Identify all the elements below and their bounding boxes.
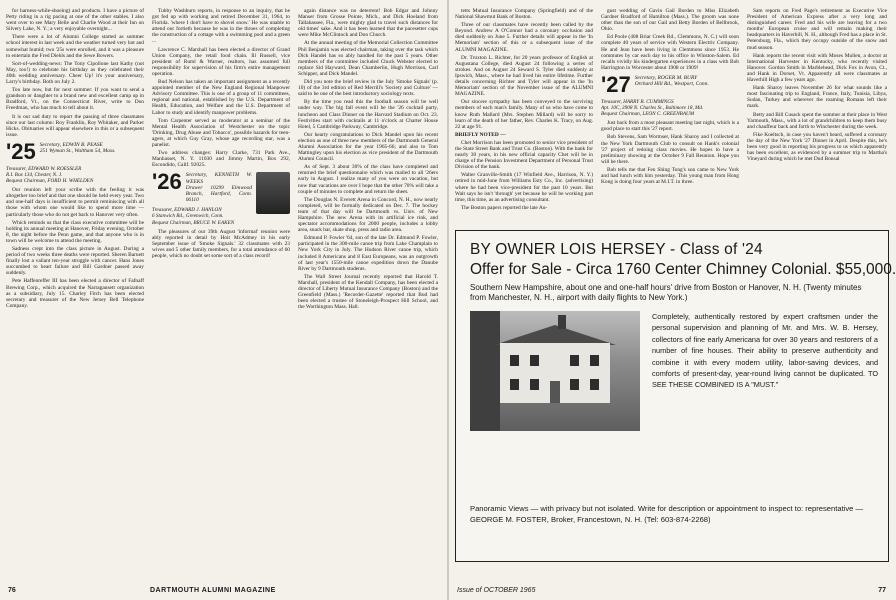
column-paragraph: As of Sept. 3 about 30% of the class have completed and returned the brief questionnaire which was mailed to all '26ers early in August. I realize many of you were on vacation, but now that vacations are over I hope that the other 70% will take a couple of minutes to complete and return the sheet. [298,164,438,195]
column-paragraph: Two address changes: Harry Clarke, 731 Park Ave., Manhasset, N. Y. 11030 and Jimmy Martin, Box 292, Escondido, Calif. 92025. [152,150,290,169]
treasurer-address: 6 Stanwich Rd., Greenwich, Conn. [152,213,224,220]
column-paragraph: again distance was no deterrent! Bob Edgar and Johnny Manser from Grosse Pointe, Mich., and Dick Hoeland from Tallahassee, Fla., were mighty glad to travel such distances for old times' sake. And it has been learned that the pacesetter cups were Mike McClintock and Don Church. [298,8,438,39]
left-column-3 [298,8,438,568]
left-column-1 [6,8,144,568]
column-paragraph: At the annual meeting of the Memorial Collection Committee Phil Benjamin was elected chairman, taking over the task which Dick Handel has so ably handled for the past 5 years. Other members of the committee included Chuck Webster elected to replace Sid Hayward, Dean Chamberlin, Hugh Morrison, Carl Schipper, and Dick Mandel. [298,40,438,77]
column-paragraph: There were a lot of Alumni College started as summer school interest in last week and the weather turned very hot and somewhat humid; two '25s were enrolled, and it was a pleasure to entertain the Fred Diehls and the Sewe Bowers. [6,34,144,59]
treasurer-address: R.I. Box 134, Chester, N. J. [6,171,63,178]
left-page [0,0,447,600]
class-25-heading [6,138,144,164]
class-treasurer: Treasurer, HARRY B. CUMMINGS [601,98,674,105]
column-paragraph: Fike Koeltsch, in case you haven't heard, suffered a coronary the day of the New York '27 Dinner in April. Despite this, he's been very good in reporting his progress to us which apparently has been excellent, as evidenced by a summer trip to Martha's Vineyard during which he met Dud Bonsal [747,131,887,163]
house-photo [470,311,640,431]
column-paragraph: The pleasures of our 39th August 'informal' reunion were ably reported in detail by Hoit McAdmey in his early September issue of 'Smoke Signals.' 32 classmates with 23 wives and 5 other family members, for a total attendance of 60 people, which no doubt set some sort of a class record! [152,228,290,260]
ad-description: Completely, authentically restored by expert craftsmen under the personal supervision and planning of Mr. and Mrs. W. B. Hersey, collectors of fine early Americana for over 30 years and restorers of a number of fine houses. Their ability to preserve authenticity and combine it with every modern utility, labor-saving devices, and comforts of present-day, year-round living cannot be duplicated. TO SEE THESE COMBINED IS A "MUST." [652,312,878,390]
column-paragraph: By the time you read this the football season will be well under way. The big fall event will be the '26 cocktail party, luncheon and Class Dinner on the Harvard Stadium on Oct. 23. Festivities start with cocktails at 11 o'clock at Charter House Hotel, 5 Cambridge Parkway, Cambridge. [298,99,438,130]
column-paragraph: Bud Nelson has taken an important assignment as a recently appointed member of the New England Regional Manpower Advisory Committee. This is one of a group of 11 committees, regional and national, established by the U.S. Department of Health, Education, and Welfare and the U.S. Department of Labor to study and identify manpower problems. [152,79,290,116]
column-paragraph: Hank Sharoy leaves November 26 for what sounds like a most fascinating trip to England, France, Italy, Tunisia, Libya, Sudan, Turkey and wherever the roaming Romans left their mark. [747,85,887,110]
column-paragraph: tetts Mutual Insurance Company (Springfield) and of the National Shawmut Bank of Boston. [455,8,593,21]
column-paragraph: The Douglas N. Everett Arena in Concord, N. H., now nearly completed, will be formally dedicated on Dec. 7. The hockey team of that day will be Dartmouth vs. Univ. of New Hampshire. The new Arena with its artificial ice rink, and spectator accommodations for 2000 people, includes a lobby area, snack bar, skate shop, press and radio area. [298,196,438,234]
column-paragraph: Which reminds us that the class executive committee will be holding its annual meeting at Hanover, Friday evening, October 8, the night before the Penn game, and that anyone who is in town will be welcome to attend the meeting. [6,219,144,244]
column-paragraph: Bob Stevens, Sam Wormser, Hank Sharoy and I collected at the New York Dartmouth Club to consult on Hank's colonial '27 project of redoing class movies. He hopes to have a preliminary showing at the October 9 Fall Reunion. Hope you will be there. [601,134,739,165]
treasurer-address: Apt. 10C, 3908 N. Charles St., Baltimore 18, Md. [601,105,704,112]
column-paragraph: Pete Haffenreffer III has been elected a director of Fafnaff Brewing Corp., which acquired the Narragansett organization as a subsidiary, July 15. Charley Fitch has been elected secretary and treasurer of the New Jersey Bell Telephone Company. [6,278,144,309]
class-secretary: Secretary, EDWIN B. PEASE [39,141,103,148]
briefly-noted-heading: BRIEFLY NOTED — [455,131,506,138]
right-column-3 [747,8,887,226]
class-year: '25 [6,138,36,164]
right-column-1 [455,8,593,226]
right-column-2 [601,8,739,226]
ad-headline: BY OWNER LOIS HERSEY - Class of '24 [470,241,763,258]
class-address: 251 Wyman St., Waltham 54, Mass. [39,148,116,155]
ad-offer-line: Offer for Sale - Circa 1760 Center Chimney Colonial. $55,000. [470,261,896,278]
page-number: 76 [8,587,16,594]
class-address: Orchard Hill Rd., Westport, Conn. [634,81,709,88]
class-secretary: Secretary, KENNETH W. WEEKS [185,172,252,185]
left-column-2 [152,8,290,568]
column-paragraph: Our hearty congratulations to Dick Mandel upon his recent election as one of three new members of the Dartmouth General Alumni Association for the year 1965-66; and also to Tom Mattingley upon his election as vice president of the Dartmouth Alumni Council. [298,131,438,163]
class-27-heading [601,71,739,97]
column-paragraph: Hank reports the recent visit with Moses Mullen, a doctor at International Harvester in Kentucky, who recently visited Hanover. Gordon Smith in Marblehead, Dick Fox in Avon, Ct., and Hank in Dorset, Vt. Apparently all were classmates at Haverhill High a few years ago. [747,52,887,84]
class-secretary: Secretary, ROGER M. BURY [634,74,698,81]
column-paragraph: Sadness crept into the class picture in August. During a period of two weeks three deaths were reported. Sheren Barnett finally lost a valiant ten-year struggle with cancer. Hans Jones succumbed to heart failure and Bill Gardner passed away suddenly. [6,246,144,277]
ad-contact: Panoramic Views — with privacy but not isolated. Write for description or appointment to inspect to: representative — GEORGE M. FOSTER, Broker, Francestown, N. H. (Tel: 603-874-2268) [470,504,864,524]
class-treasurer: Treasurer, EDWARD J. HANLON [152,207,222,214]
column-paragraph: Sort-of-wedding-news: The Tony Cipollone last Kathy (not May, too!) to celebrate his birthday as they celebrated their 40th wedding anniversary. Cheer Up! it's your anniversary, Larry's birthday. Both on July 2. [6,60,144,86]
bequest-chairman: Bequest Chairman, LEON C. GREENBAUM [601,111,695,118]
magazine-name: DARTMOUTH ALUMNI MAGAZINE [150,587,276,594]
bequest-chairman: Bequest Chairman, FORD H. WHELDEN [6,178,94,185]
bequest-chairman: Bequest Chairman, BRUCE W. EAKEN [152,219,235,226]
column-paragraph: Tubby Washburn reports, in response to an inquiry, that he got fed up with working and retired December 31, 1964, to Florida. 'where I don't have to shovel snow.' He was unable to attend our fortieth because he was in the throes of completing the construction of a cottage with a swimming pool and a green ... [152,8,290,45]
right-page [449,0,896,600]
column-paragraph: Our sincere sympathy has been conveyed to the surviving members of each man's family. Many of us who have come to know Ruth Mallard (Mrs. Stephen Millard) will be sorry to learn of the death of her father, Rev. Charles K. Tracy, on Aug. 22 at age 91. [455,99,593,130]
column-paragraph: Tom Carpenter served as moderator at a seminar of the Mental Health Association of Westchester on the topic 'Drinking, Drug Abuse and Tobacco', possible hazards for teen-agers, at which Guy Gray, whose age recording star, was a panelist. [152,117,290,148]
column-paragraph: Dr. Truxton L. Richter, for 20 years professor of English at Augustana College, died August 24 following a series of strokes. And on August 24 Seward S. Tyler died suddenly at Ipswich, Mass., where he had lived his entire lifetime. Further details concerning Richter and Tyler will appear in the 'In Memoriam' section of the November issue of the ALUMNI MAGAZINE. [455,54,593,98]
column-paragraph: Lawrence C. Marshall has been elected a director of Grand Union Company, the retail food chain. Ill Russell, vice president of Ruml & Warner, realtors, has assumed full responsibility for supervision of his firm's entire management operation. [152,46,290,77]
issue-date: Issue of OCTOBER 1965 [457,587,536,594]
column-paragraph: Just back from a most pleasant meeting last night, which is a good place to start this '27 report. [601,120,739,133]
column-paragraph: Did you note the brief review in the July 'Smoke Signals' (p. 10) of the 3rd edition of Red Merrill's 'Society and Culture' — said to be one of the best introductory sociology texts. [298,79,438,98]
column-paragraph: Ed Poole (408 Briar Creek Rd., Clemmons, N. C.) will soon complete 40 years of service with Western Electric Company. He and Jean have been living in Clemmons since 1953. He commutes by car each day to his office in Winston-Salem. Ed recalls vividly his kindergarten experiences in a class with Bob Harrington in Worcester about 1908 or 1909! [601,34,739,71]
column-paragraph: gust wedding of Gavin Gail Borden to Miss Elizabeth Gardner Bradford of Hamilton (Mass.). The groom was none other than the son of our Gail and Betty Borden of Bellbrook, Ohio. [601,8,739,33]
column-paragraph: The Boston papers reported the late Au- [461,204,548,211]
column-paragraph: The Wall Street Journal recently reported that Harold T. Marshall, president of the Kendall Company, has been elected a director of Liberty Mutual Insurance Company (Boston) and the Greenfield (Mass.) 'Recorder-Gazette' reported that Bud had been elected a trustee of Stoneleigh-Prospect Hill School, and the Worthington Mass. Hall. [298,273,438,311]
portrait-photo [256,172,290,214]
column-paragraph: Walter Granville-Smith (17 Winfield Ave., Harrison, N. Y.) retired in mid-June from Williams Esty Co., Inc. (advertising) where he had been vice-president for the past 10 years. But Walt says he isn't 'through' yet because he will be working part time, this time, as an advertising consultant. [455,172,593,203]
column-paragraph: Bob tells me that Fen Shing Tong's son came to New York and had lunch with him yesterday. This young man from Hong Kong is doing four years at M.I.T. in three. [601,166,739,186]
real-estate-advertisement [455,230,896,562]
page-number: 77 [878,587,886,594]
ad-location-subhead: Southern New Hampshire, about one and one-half hours' drive from Boston or Hanover, N. H. (Twenty minutes from Manchester, N. H., airport with daily flights to New York.) [470,283,862,302]
column-paragraph: Edmund P. Fowler '64, son of the late Dr. Edmund P. Fowler, participated in the 300-mile canoe trip from Lake Champlain to New York City in July. The Hudson River canoe trip, which included 8 Americans and 8 East Europeans, was an outgrowth of last year's 1550-mile canoe expedition down the Danube River by 9 Dartmouth students. [298,235,438,272]
column-paragraph: It is our sad duty to report the passing of three classmates since our last column: Roy Franklin, Roy Whitaker, and Parker Hicks. Obituaries will appear elsewhere in this or a subsequent issue. [6,113,144,138]
column-paragraph: Too late now, but for next summer: If you want to send a grandson or daughter to a brand new and excellent camp up in Bradford, Vt., on the Connecticut River, write to Don Freedman, who has much to tell about it. [6,87,144,112]
class-year: '27 [601,71,631,97]
column-paragraph: Three of our classmates have recently been called by the Beyond. Andrew A O'Connor had a coronary occlusion and died suddenly on June 5. Further details will appear in the 'In Memoriam' section of this or a subsequent issue of the ALUMNI MAGAZINE. [455,22,593,53]
column-paragraph: for harness-while-shoeing) and products. I have a picture of Petty riding in a rig pacing at one of the other stables. I also went over to see Mary Belle and Charlie Wood at their Inn on Silvery Lake, N. Y.; a very enjoyable overnight... [6,8,144,33]
class-26-heading [152,169,252,204]
class-address: Drawer 10299 Elmwood Branch, Hartford, Conn. 06110 [185,184,252,204]
column-paragraph: Chet Morrison has been promoted to senior vice president of the State Street Bank and Trust Co. (Boston). With the bank for nearly 30 years, in his new official capacity Chet will be in charge of the Pension Investment Department of Personal Trust Division of the bank. [455,139,593,171]
class-treasurer: Treasurer, EDWARD W. ROESSLER [6,165,82,172]
class-year: '26 [152,169,182,195]
column-paragraph: Sam reports on Fred Page's retirement as Executive Vice President of American Express after a very long and distinguished career. Fred and his wife are leaving for a two months' European cruise and will remain making their headquarters in Haverhill, N. H., although Fred has a place in St. Petersburg, Fla., which they occupy outside of the snow and mud season. [747,8,887,51]
column-paragraph: Our reunion left your scribe with the feeling it was altogether too brief and that one should be held every year. Two and one-half days is insufficient to permit reminiscing with all those with whom one would like to spend more time — particularly those who do not get back to Hanover very often. [6,187,144,218]
column-paragraph: Betty and Bill Cusack spent the summer at their place in West Yarmouth, Mass., with a lot of grandchildren to keep them busy and chauffeur back and forth to Winchester during the week. [747,111,887,130]
